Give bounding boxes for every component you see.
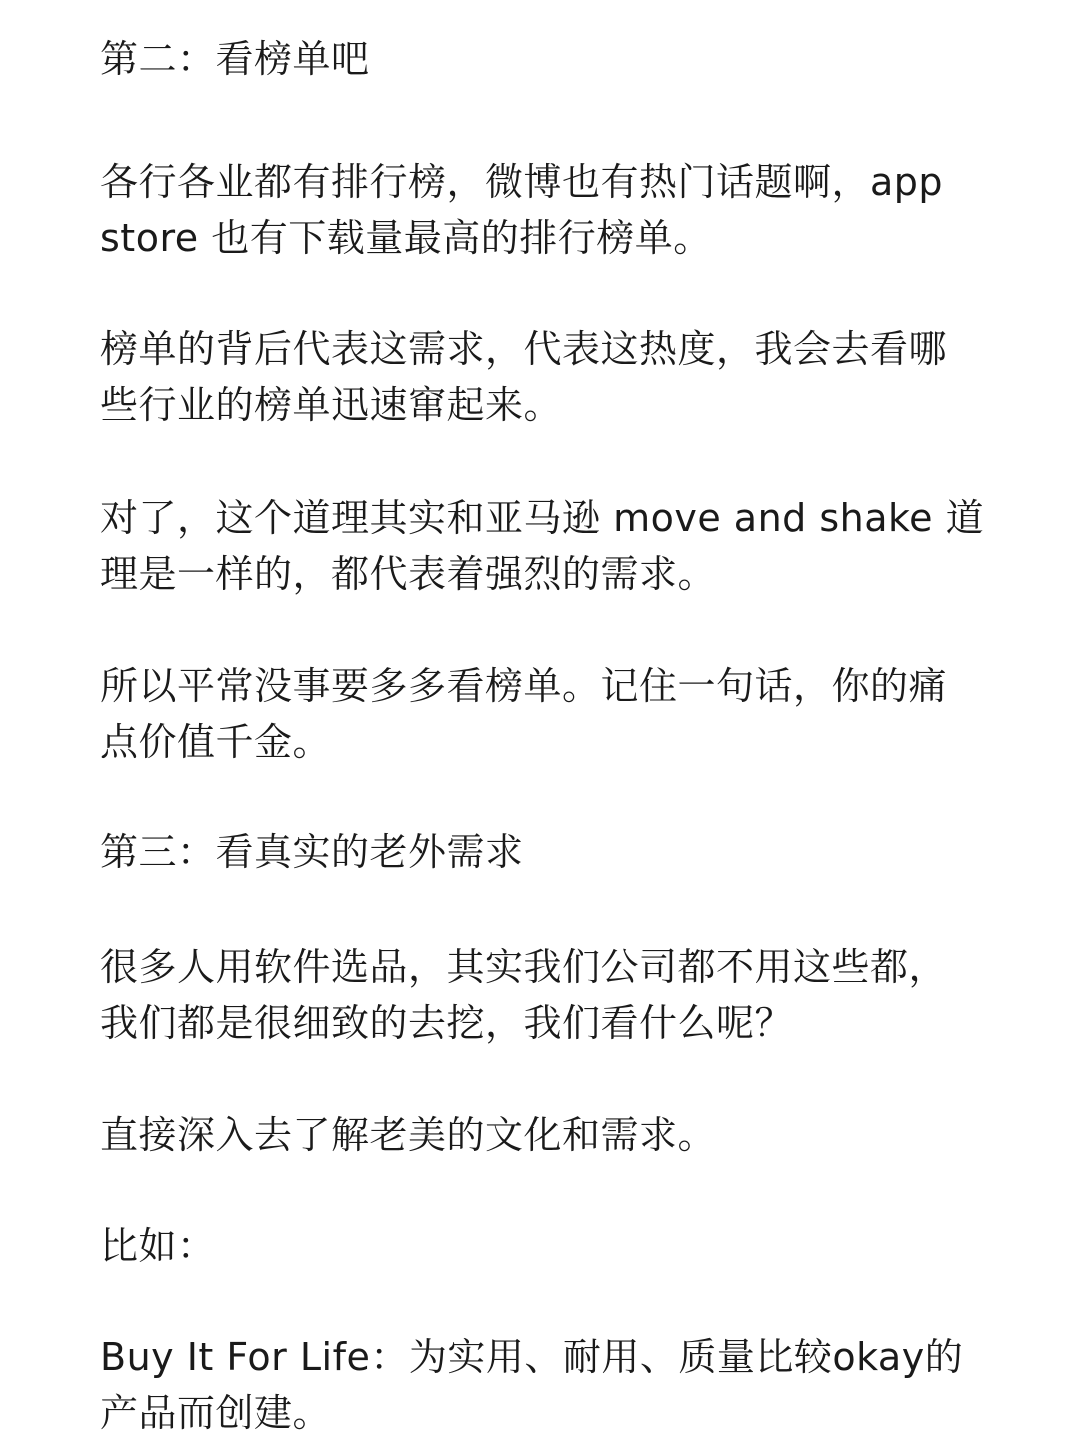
paragraph-pain-points	[100, 658, 980, 770]
section-heading-2	[100, 31, 980, 87]
heading-line: 第二：看榜单吧	[100, 37, 370, 81]
paragraph-demand	[100, 321, 980, 433]
paragraph-for-example	[100, 1218, 980, 1274]
paragraph-line: store 也有下载量最高的排行榜单。	[100, 216, 712, 260]
paragraph-line: 所以平常没事要多多看榜单。记住一句话，你的痛	[100, 664, 948, 708]
heading-line: 第三：看真实的老外需求	[100, 830, 524, 874]
paragraph-amazon	[100, 490, 985, 602]
paragraph-line: 理是一样的，都代表着强烈的需求。	[100, 552, 717, 596]
paragraph-line: Buy It For Life：为实用、耐用、质量比较okay的	[100, 1335, 964, 1379]
paragraph-rankings	[100, 154, 980, 266]
section-heading-3	[100, 824, 980, 880]
paragraph-line: 对了，这个道理其实和亚马逊 move and shake 道	[100, 496, 985, 540]
paragraph-line: 点价值千金。	[100, 720, 332, 764]
paragraph-software	[100, 939, 980, 1051]
paragraph-line: 很多人用软件选品，其实我们公司都不用这些都，	[100, 945, 948, 989]
paragraph-line: 各行各业都有排行榜，微博也有热门话题啊，app	[100, 160, 944, 204]
paragraph-line: 榜单的背后代表这需求，代表这热度，我会去看哪	[100, 327, 948, 371]
paragraph-line: 产品而创建。	[100, 1391, 332, 1435]
paragraph-culture	[100, 1107, 980, 1163]
paragraph-line: 直接深入去了解老美的文化和需求。	[100, 1113, 717, 1157]
paragraph-line: 些行业的榜单迅速窜起来。	[100, 383, 563, 427]
paragraph-line: 我们都是很细致的去挖，我们看什么呢？	[100, 1001, 794, 1045]
paragraph-buy-it-for-life	[100, 1329, 980, 1441]
paragraph-line: 比如：	[100, 1224, 216, 1268]
